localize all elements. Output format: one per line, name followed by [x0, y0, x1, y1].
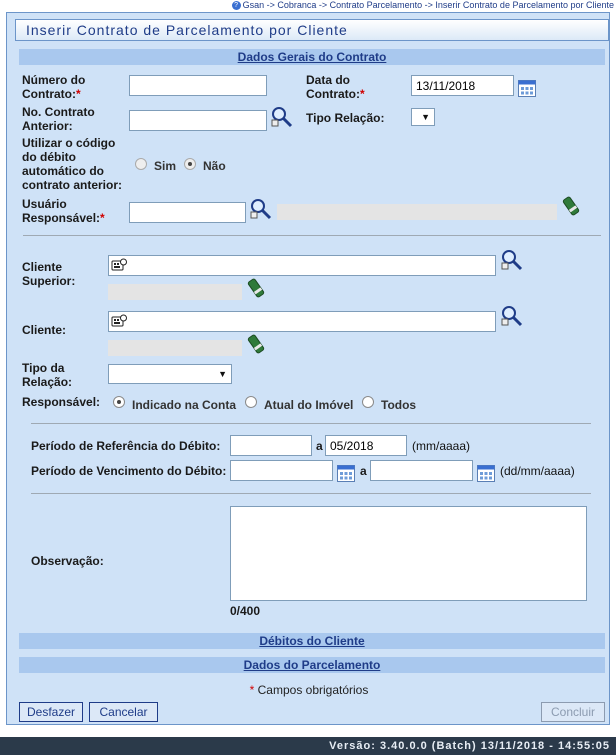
contrato-anterior-label: No. Contrato Anterior:: [22, 105, 95, 133]
periodo-vencimento-from-input[interactable]: [230, 460, 333, 481]
search-icon[interactable]: [270, 106, 294, 128]
concluir-button[interactable]: Concluir: [541, 702, 605, 722]
periodo-referencia-from-input[interactable]: [230, 435, 312, 456]
search-icon[interactable]: [500, 305, 524, 327]
periodo-vencimento-sep: a: [360, 464, 367, 478]
utilizar-codigo-sim-label: Sim: [154, 159, 177, 173]
keyboard-icon: [111, 314, 127, 328]
periodo-referencia-label: Período de Referência do Débito:: [31, 439, 221, 453]
utilizar-codigo-nao-label: Não: [203, 159, 226, 173]
keyboard-icon: [111, 258, 127, 272]
cliente-superior-name-display: [108, 284, 242, 300]
search-icon[interactable]: [500, 249, 524, 271]
chevron-down-icon: ▼: [421, 112, 430, 122]
cliente-superior-label: Cliente Superior:: [22, 260, 76, 288]
tipo-relacao-select[interactable]: [108, 364, 232, 384]
main-panel: [6, 12, 610, 725]
periodo-vencimento-hint: (dd/mm/aaaa): [500, 464, 575, 478]
periodo-referencia-to-input[interactable]: [325, 435, 407, 456]
utilizar-codigo-label: Utilizar o código do débito automático do contrato anterior:: [22, 136, 123, 192]
contrato-anterior-input[interactable]: [129, 110, 267, 131]
tipo-relacao-top-label: Tipo Relação:: [306, 111, 385, 125]
numero-contrato-input[interactable]: [129, 75, 267, 96]
periodo-vencimento-to-input[interactable]: [370, 460, 473, 481]
cliente-label: Cliente:: [22, 323, 67, 337]
version-footer: Versão: 3.40.0.0 (Batch) 13/11/2018 - 14:55:05: [0, 737, 616, 755]
responsavel-label: Responsável:: [22, 395, 101, 409]
section-dados-gerais[interactable]: Dados Gerais do Contrato: [19, 49, 605, 65]
usuario-label: Usuário Responsável:*: [22, 197, 105, 225]
eraser-icon[interactable]: [247, 278, 265, 298]
calendar-icon[interactable]: [337, 465, 355, 482]
responsavel-todos-radio[interactable]: [362, 396, 374, 408]
observacao-label: Observação:: [31, 554, 104, 568]
data-contrato-input[interactable]: [411, 75, 514, 96]
calendar-icon[interactable]: [518, 80, 536, 97]
cliente-input[interactable]: [108, 311, 496, 332]
cliente-name-display: [108, 340, 242, 356]
utilizar-codigo-sim-radio[interactable]: [135, 158, 147, 170]
periodo-referencia-sep: a: [316, 439, 323, 453]
calendar-icon[interactable]: [477, 465, 495, 482]
responsavel-todos-label: Todos: [381, 398, 417, 412]
eraser-icon[interactable]: [562, 196, 580, 216]
section-dados-parcelamento[interactable]: Dados do Parcelamento: [19, 657, 605, 673]
breadcrumb-text: Gsan -> Cobranca -> Contrato Parcelamento -> Inserir Contrato de Parcelamento por Cliente: [242, 0, 614, 10]
search-icon[interactable]: [249, 198, 273, 220]
chevron-down-icon: ▼: [218, 369, 227, 379]
breadcrumb: [0, 0, 616, 11]
separator: [31, 423, 591, 424]
tipo-relacao-label: Tipo da Relação:: [22, 361, 73, 389]
responsavel-atual-label: Atual do Imóvel: [264, 398, 354, 412]
help-icon[interactable]: ?: [232, 1, 241, 10]
usuario-name-display: [277, 204, 557, 220]
observacao-textarea[interactable]: [230, 506, 587, 601]
observacao-counter: 0/400: [230, 604, 261, 618]
cliente-superior-input[interactable]: [108, 255, 496, 276]
periodo-referencia-hint: (mm/aaaa): [412, 439, 471, 453]
section-debitos-cliente[interactable]: Débitos do Cliente: [19, 633, 605, 649]
periodo-vencimento-label: Período de Vencimento do Débito:: [31, 464, 227, 478]
separator: [31, 493, 591, 494]
data-contrato-label: Data do Contrato:*: [306, 73, 365, 101]
usuario-input[interactable]: [129, 202, 246, 223]
numero-contrato-label: Número do Contrato:*: [22, 73, 86, 101]
utilizar-codigo-nao-radio[interactable]: [184, 158, 196, 170]
separator: [23, 235, 601, 236]
responsavel-indicado-radio[interactable]: [113, 396, 125, 408]
page-title: Inserir Contrato de Parcelamento por Cliente: [15, 19, 609, 41]
required-note: * Campos obrigatórios: [249, 683, 369, 697]
tipo-relacao-top-select[interactable]: [411, 108, 435, 126]
responsavel-indicado-label: Indicado na Conta: [132, 398, 237, 412]
eraser-icon[interactable]: [247, 334, 265, 354]
cancelar-button[interactable]: Cancelar: [89, 702, 158, 722]
responsavel-atual-radio[interactable]: [245, 396, 257, 408]
desfazer-button[interactable]: Desfazer: [19, 702, 83, 722]
